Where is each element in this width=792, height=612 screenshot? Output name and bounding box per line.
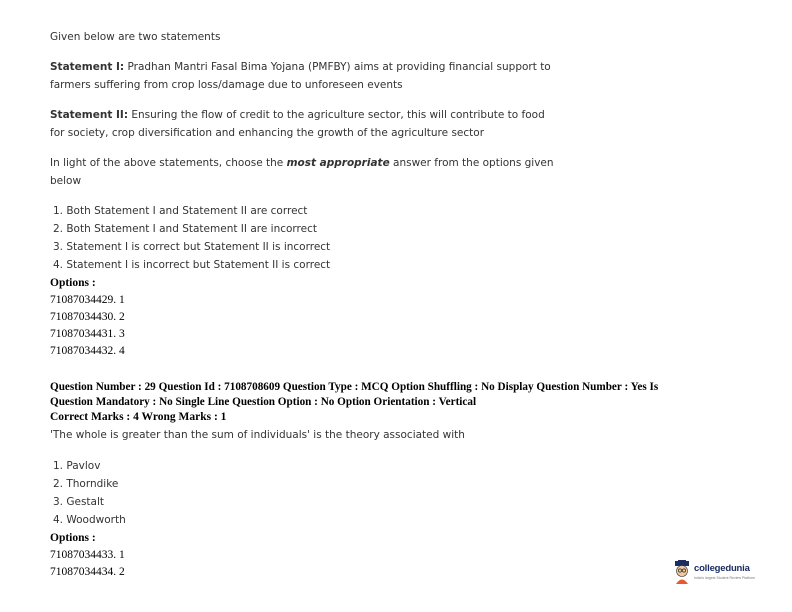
q28-option-id-4: 71087034432. 4 xyxy=(50,345,125,357)
statement-2-line-1 xyxy=(50,109,545,121)
q29-meta-line-1: Question Number : 29 Question Id : 7108708609 Question Type : MCQ Option Shuffling : No Display Question Number : Yes Is xyxy=(50,381,659,393)
q28-option-id-2: 71087034430. 2 xyxy=(50,311,125,323)
intro-text: Given below are two statements xyxy=(50,31,221,43)
mascot-icon xyxy=(672,560,692,586)
q29-meta-line-2: Question Mandatory : No Single Line Question Option : No Option Orientation : Vertical xyxy=(50,396,477,408)
q28-option-id-3: 71087034431. 3 xyxy=(50,328,125,340)
q29-options-label: Options : xyxy=(50,532,96,544)
q29-question-text: 'The whole is greater than the sum of individuals' is the theory associated with xyxy=(50,429,465,441)
q28-choice-4: 4. Statement I is incorrect but Statement II is correct xyxy=(53,259,331,271)
statement-2-text: Ensuring the flow of credit to the agriculture sector, this will contribute to food xyxy=(128,109,545,121)
q29-choice-1: 1. Pavlov xyxy=(53,460,101,472)
q29-choice-3: 3. Gestalt xyxy=(53,496,105,508)
q29-choice-4: 4. Woodworth xyxy=(53,514,126,526)
statement-1-label: Statement I: xyxy=(50,61,125,73)
statement-1-line-1 xyxy=(50,61,551,73)
q28-choice-1: 1. Both Statement I and Statement II are correct xyxy=(53,205,308,217)
logo-tagline: India's largest Student Review Platform xyxy=(694,576,755,580)
q28-choice-3: 3. Statement I is correct but Statement II is incorrect xyxy=(53,241,331,253)
q29-option-id-1: 71087034433. 1 xyxy=(50,549,125,561)
statement-1-line-2: farmers suffering from crop loss/damage due to unforeseen events xyxy=(50,79,403,91)
q29-marks: Correct Marks : 4 Wrong Marks : 1 xyxy=(50,411,227,423)
q29-choice-2: 2. Thorndike xyxy=(53,478,119,490)
instruction-post: answer from the options given xyxy=(389,157,554,169)
instruction-pre: In light of the above statements, choose the xyxy=(50,157,287,169)
q28-choice-2: 2. Both Statement I and Statement II are incorrect xyxy=(53,223,317,235)
q29-option-id-2: 71087034434. 2 xyxy=(50,566,125,578)
instruction-line-2: below xyxy=(50,175,82,187)
collegedunia-logo xyxy=(672,559,762,587)
instruction-line-1 xyxy=(50,157,554,169)
q28-options-label: Options : xyxy=(50,277,96,289)
instruction-emphasis: most appropriate xyxy=(286,157,390,169)
q28-option-id-1: 71087034429. 1 xyxy=(50,294,125,306)
statement-2-label: Statement II: xyxy=(50,109,129,121)
logo-name: collegedunia xyxy=(694,563,750,574)
statement-2-line-2: for society, crop diversification and enhancing the growth of the agriculture sector xyxy=(50,127,485,139)
statement-1-text: Pradhan Mantri Fasal Bima Yojana (PMFBY) aims at providing financial support to xyxy=(124,61,551,73)
